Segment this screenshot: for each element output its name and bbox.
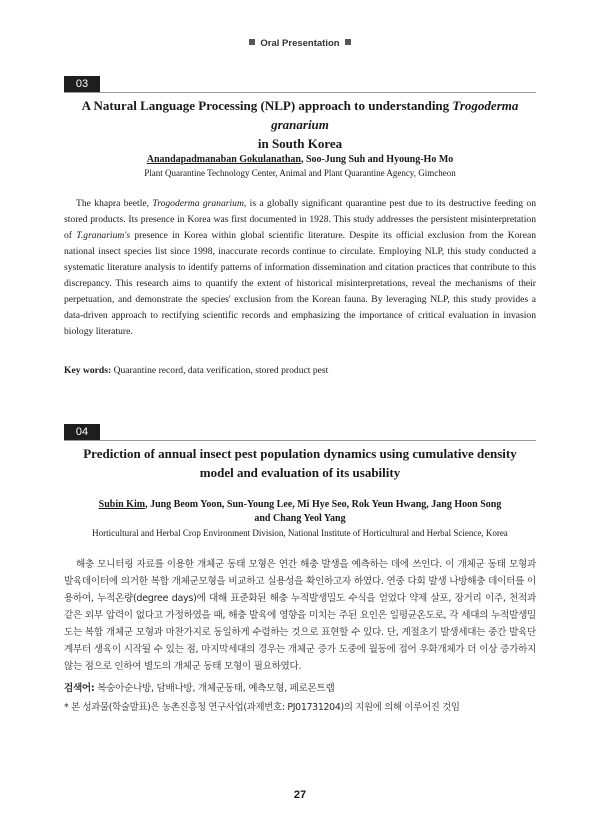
abstract-body bbox=[64, 196, 536, 340]
section-divider bbox=[64, 92, 536, 93]
abstract-body-korean: 해충 모니터링 자료를 이용한 개체군 동태 모형은 연간 해충 발생을 예측하는 데에 쓰인다. 이 개체군 동태 모형과 발육데이터에 의거한 복합 개체군모형을 비교하고 실용성을 확인하고자 하였다. 연중 다회 발생 나방해충 데이터를 이용하여, 누적온량(degree days)에 대해 표준화된 해충 누적발생밀도 수식을 얻었다 약제 살포, 장거리 이주, 천적과 같은 외부 압력이 없다고 가정하였을 때, 해충 발육에 영향을 미치는 주된 요인은 일평균온도로, 각 세대의 누적발생밀도는 복합 개체군 모형과 마찬가지로 동일하게 수렴하는 것으로 표현할 수 있다. 단, 계절초기 발생세대는 중간 발육단계부터 생육이 시작될 수 있는 점, 마지막세대의 경우는 개체군 증가 도중에 월동에 접어 우화개체가 더 이상 증가하지 않는 점으로 인하여 별도의 개체군 동태 모형이 필요하였다. bbox=[64, 559, 536, 672]
keywords-korean bbox=[64, 682, 536, 696]
abstract-text: The khapra beetle, bbox=[76, 198, 153, 209]
title-text: Prediction of annual insect pest population dynamics using cumulative density bbox=[83, 446, 517, 461]
keywords-list: 복숭아순나방, 담배나방, 개체군동태, 예측모형, 페로몬트랩 bbox=[94, 683, 335, 694]
title-text-line2: in South Korea bbox=[257, 136, 343, 151]
keywords-list: Quarantine record, data verification, stored product pest bbox=[111, 365, 329, 376]
running-header bbox=[0, 38, 600, 49]
coauthors: , Soo-Jung Suh and Hyoung-Ho Mo bbox=[300, 154, 454, 165]
abstract-title bbox=[60, 444, 540, 482]
page-number: 27 bbox=[293, 789, 307, 801]
species-name: T.granarium's bbox=[76, 230, 131, 241]
square-bullet-icon bbox=[249, 39, 255, 45]
title-text: A Natural Language Processing (NLP) approach to understanding bbox=[81, 98, 453, 113]
species-name: Trogoderma granarium bbox=[152, 198, 244, 209]
coauthors-line2: and Chang Yeol Yang bbox=[254, 513, 346, 524]
author-list bbox=[60, 153, 540, 167]
affiliation: Plant Quarantine Technology Center, Animal and Plant Quarantine Agency, Gimcheon bbox=[144, 168, 456, 178]
keywords-label: Key words: bbox=[64, 365, 112, 376]
square-bullet-icon bbox=[345, 39, 351, 45]
header-label: Oral Presentation bbox=[260, 38, 340, 49]
funding-footnote: * 본 성과물(학술발표)은 농촌진흥청 연구사업(과제번호: PJ01731204)의 지원에 의해 이루어진 것임 bbox=[64, 702, 460, 713]
abstract-title bbox=[60, 96, 540, 153]
keywords bbox=[64, 364, 536, 378]
keywords-label: 검색어: bbox=[64, 683, 95, 694]
presenting-author: Anandapadmanaban Gokulanathan bbox=[146, 154, 301, 165]
presenting-author: Subin Kim bbox=[98, 499, 146, 510]
affiliation: Horticultural and Herbal Crop Environment Division, National Institute of Horticultural and Herbal Science, Korea bbox=[92, 528, 508, 538]
author-list bbox=[60, 498, 540, 526]
title-text-line2: model and evaluation of its usability bbox=[199, 465, 401, 480]
section-divider bbox=[64, 440, 536, 441]
abstract-text: presence in Korea within global scientific literature. Despite its official exclusion from the Korean national insect species list since 1998, inaccurate records continue to circulate. Employing NLP, this study conducted a systematic literature analysis to identify patterns of information dissemination and citation practices that contribute to this discrepancy. This research aims to quantify the extent of historical misinterpretations, reveal the mechanisms of their perpetuation, and demonstrate the species' exclusion from the Korean fauna. By leveraging NLP, this study provides a data-driven approach to rectifying scientific records and emphasizing the importance of critical evaluation in invasion biology literature. bbox=[64, 230, 537, 337]
abstract-number-badge: 03 bbox=[64, 76, 100, 92]
coauthors: , Jung Beom Yoon, Sun-Young Lee, Mi Hye Seo, Rok Yeun Hwang, Jang Hoon Song bbox=[145, 499, 502, 510]
abstract-number-badge: 04 bbox=[64, 424, 100, 440]
title-species: Trogoderma granarium bbox=[271, 98, 519, 132]
abstract-text: , is a globally significant quarantine pest due to its destructive feeding on stored products. Its presence in Korea was first documented in 1928. This study addresses the persistent misinterpretation of bbox=[64, 198, 536, 241]
